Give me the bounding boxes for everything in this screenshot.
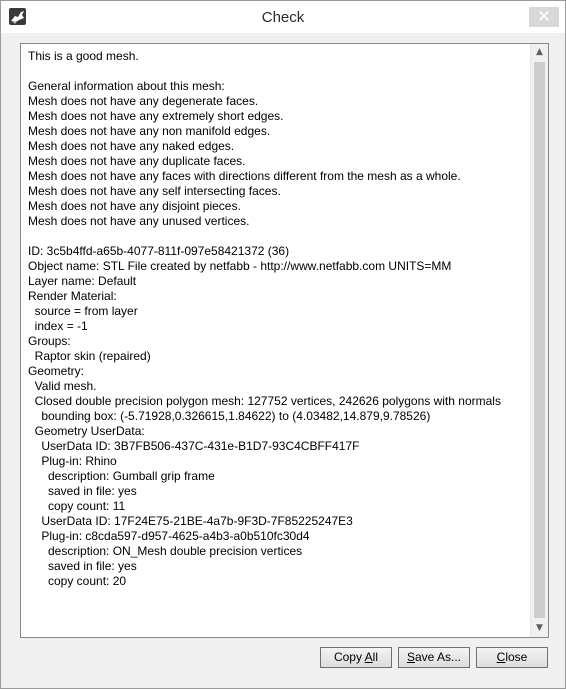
report-line: Mesh does not have any degenerate faces.: [28, 94, 259, 108]
dialog-body: [9, 34, 557, 682]
report-line: Mesh does not have any self intersecting faces.: [28, 184, 281, 198]
report-line: Valid mesh.: [28, 379, 97, 393]
scroll-down-arrow-icon[interactable]: ▼: [536, 623, 543, 633]
title-bar[interactable]: [1, 1, 565, 33]
scroll-up-arrow-icon[interactable]: ▲: [536, 47, 543, 57]
report-line: Geometry:: [28, 364, 85, 378]
report-line: This is a good mesh.: [28, 49, 139, 63]
vertical-scrollbar[interactable]: [530, 44, 548, 637]
report-line: UserData ID: 17F24E75-21BE-4a7b-9F3D-7F85225247E3: [28, 514, 353, 528]
report-line: saved in file: yes: [28, 484, 137, 498]
report-line: copy count: 20: [28, 574, 127, 588]
window-title: Check: [261, 9, 305, 26]
report-line: description: ON_Mesh double precision vertices: [28, 544, 303, 558]
close-label-after: lose: [505, 650, 528, 664]
copy-all-label-before: Copy: [333, 650, 365, 664]
report-line: General information about this mesh:: [28, 79, 225, 93]
report-line: saved in file: yes: [28, 559, 137, 573]
report-line: source = from layer: [28, 304, 138, 318]
report-line: Mesh does not have any disjoint pieces.: [28, 199, 241, 213]
save-as-label-after: ave As...: [414, 650, 462, 664]
close-mnemonic: C: [496, 650, 506, 664]
report-line: description: Gumball grip frame: [28, 469, 215, 483]
report-line: ID: 3c5b4ffd-a65b-4077-811f-097e58421372 (36): [28, 244, 290, 258]
copy-all-button[interactable]: [320, 647, 392, 668]
report-line: Closed double precision polygon mesh: 127752 vertices, 242626 polygons with normals: [28, 394, 501, 408]
report-line: Mesh does not have any non manifold edges.: [28, 124, 271, 138]
mesh-report-text: [28, 49, 524, 589]
report-line: Mesh does not have any extremely short edges.: [28, 109, 284, 123]
report-line: Plug-in: Rhino: [28, 454, 117, 468]
report-line: Mesh does not have any faces with directions different from the mesh as a whole.: [28, 169, 461, 183]
report-line: UserData ID: 3B7FB506-437C-431e-B1D7-93C4CBFF417F: [28, 439, 360, 453]
save-as-button[interactable]: [398, 647, 470, 668]
report-line: Render Material:: [28, 289, 117, 303]
report-line: Raptor skin (repaired): [28, 349, 151, 363]
scrollbar-thumb[interactable]: [534, 62, 545, 618]
report-line: copy count: 11: [28, 499, 126, 513]
report-line: Mesh does not have any duplicate faces.: [28, 154, 246, 168]
close-button[interactable]: [476, 647, 548, 668]
report-line: Mesh does not have any unused vertices.: [28, 214, 250, 228]
report-line: Object name: STL File created by netfabb - http://www.netfabb.com UNITS=MM: [28, 259, 452, 273]
report-line: Mesh does not have any naked edges.: [28, 139, 235, 153]
report-line: Layer name: Default: [28, 274, 137, 288]
report-line: Groups:: [28, 334, 71, 348]
copy-all-label-after: ll: [372, 650, 379, 664]
copy-all-mnemonic: A: [364, 650, 373, 664]
close-icon[interactable]: ✕: [529, 7, 559, 27]
mesh-report-textbox[interactable]: [20, 43, 549, 638]
report-line: Geometry UserData:: [28, 424, 145, 438]
save-as-mnemonic: S: [406, 650, 415, 664]
report-line: Plug-in: c8cda597-d957-4625-a4b3-a0b510fc30d4: [28, 529, 310, 543]
report-line: bounding box: (-5.71928,0.326615,1.84622) to (4.03482,14.879,9.78526): [28, 409, 431, 423]
report-line: index = -1: [28, 319, 88, 333]
